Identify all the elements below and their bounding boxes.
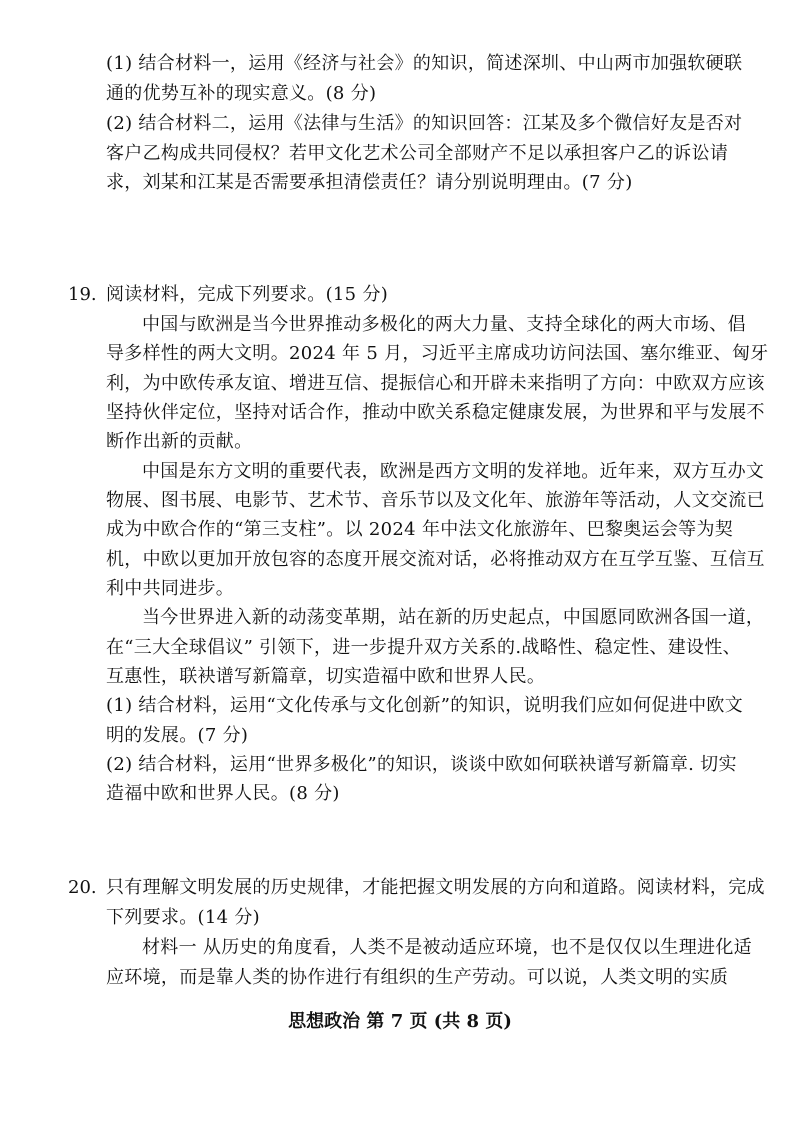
q18-sub1-line1: (1) 结合材料一，运用《经济与社会》的知识，简述深圳、中山两市加强软硬联 <box>106 53 743 74</box>
q19-number: 19. <box>68 284 97 305</box>
page-footer: 思想政治 第 7 页 (共 8 页) <box>288 1011 512 1032</box>
q19-para3-line2: 在“三大全球倡议” 引领下，进一步提升双方关系的.战略性、稳定性、建设性、 <box>106 637 741 658</box>
q19-sub1-line1: (1) 结合材料，运用“文化传承与文化创新”的知识，说明我们应如何促进中欧文 <box>106 695 744 716</box>
q20-number: 20. <box>68 877 97 898</box>
q20-prompt-line2: 下列要求。(14 分) <box>106 907 260 928</box>
q19-para2-line1: 中国是东方文明的重要代表，欧洲是西方文明的发祥地。近年来，双方互办文 <box>142 461 765 482</box>
q19-para3-line1: 当今世界进入新的动荡变革期，站在新的历史起点，中国愿同欧洲各国一道， <box>142 607 765 628</box>
q18-sub2-line3: 求，刘某和江某是否需要承担清偿责任？请分别说明理由。(7 分) <box>106 172 633 193</box>
q19-sub2-line1: (2) 结合材料，运用“世界多极化”的知识，谈谈中欧如何联袂谱写新篇章. 切实 <box>106 754 737 775</box>
q20-prompt-line1: 只有理解文明发展的历史规律，才能把握文明发展的方向和道路。阅读材料，完成 <box>106 877 765 898</box>
q19-para1-line2: 导多样性的两大文明。2024 年 5 月，习近平主席成功访问法国、塞尔维亚、匈牙 <box>106 343 769 364</box>
q18-sub2-line1: (2) 结合材料二，运用《法律与生活》的知识回答：江某及多个微信好友是否对 <box>106 113 743 134</box>
q19-para2-line4: 机，中欧以更加开放包容的态度开展交流对话，必将推动双方在互学互鉴、互信互 <box>106 549 765 570</box>
q18-sub2-line2: 客户乙构成共同侵权？若甲文化艺术公司全部财产不足以承担客户乙的诉讼请 <box>106 143 729 164</box>
q19-para3-line3: 互惠性，联袂谱写新篇章，切实造福中欧和世界人民。 <box>106 666 546 687</box>
q19-para2-line3: 成为中欧合作的“第三支柱”。以 2024 年中法文化旅游年、巴黎奥运会等为契 <box>106 519 734 540</box>
q19-para1-line1: 中国与欧洲是当今世界推动多极化的两大力量、支持全球化的两大市场、倡 <box>142 314 746 335</box>
q19-para1-line3: 利，为中欧传承友谊、增进互信、提振信心和开辟未来指明了方向：中欧双方应该 <box>106 373 765 394</box>
q20-material1-line2: 应环境，而是靠人类的协作进行有组织的生产劳动。可以说，人类文明的实质 <box>106 967 729 988</box>
q19-para2-line2: 物展、图书展、电影节、艺术节、音乐节以及文化年、旅游年等活动，人文交流已 <box>106 490 765 511</box>
q19-para1-line5: 断作出新的贡献。 <box>106 431 253 452</box>
q20-material1-line1: 材料一 从历史的角度看，人类不是被动适应环境，也不是仅仅以生理进化适 <box>142 937 752 958</box>
q19-para2-line5: 利中共同进步。 <box>106 578 235 599</box>
q19-para1-line4: 坚持伙伴定位，坚持对话合作，推动中欧关系稳定健康发展，为世界和平与发展不 <box>106 402 765 423</box>
q19-sub1-line2: 明的发展。(7 分) <box>106 725 249 746</box>
q19-prompt: 阅读材料，完成下列要求。(15 分) <box>106 284 389 305</box>
q19-sub2-line2: 造福中欧和世界人民。(8 分) <box>106 783 340 804</box>
q18-sub1-line2: 通的优势互补的现实意义。(8 分) <box>106 83 377 104</box>
